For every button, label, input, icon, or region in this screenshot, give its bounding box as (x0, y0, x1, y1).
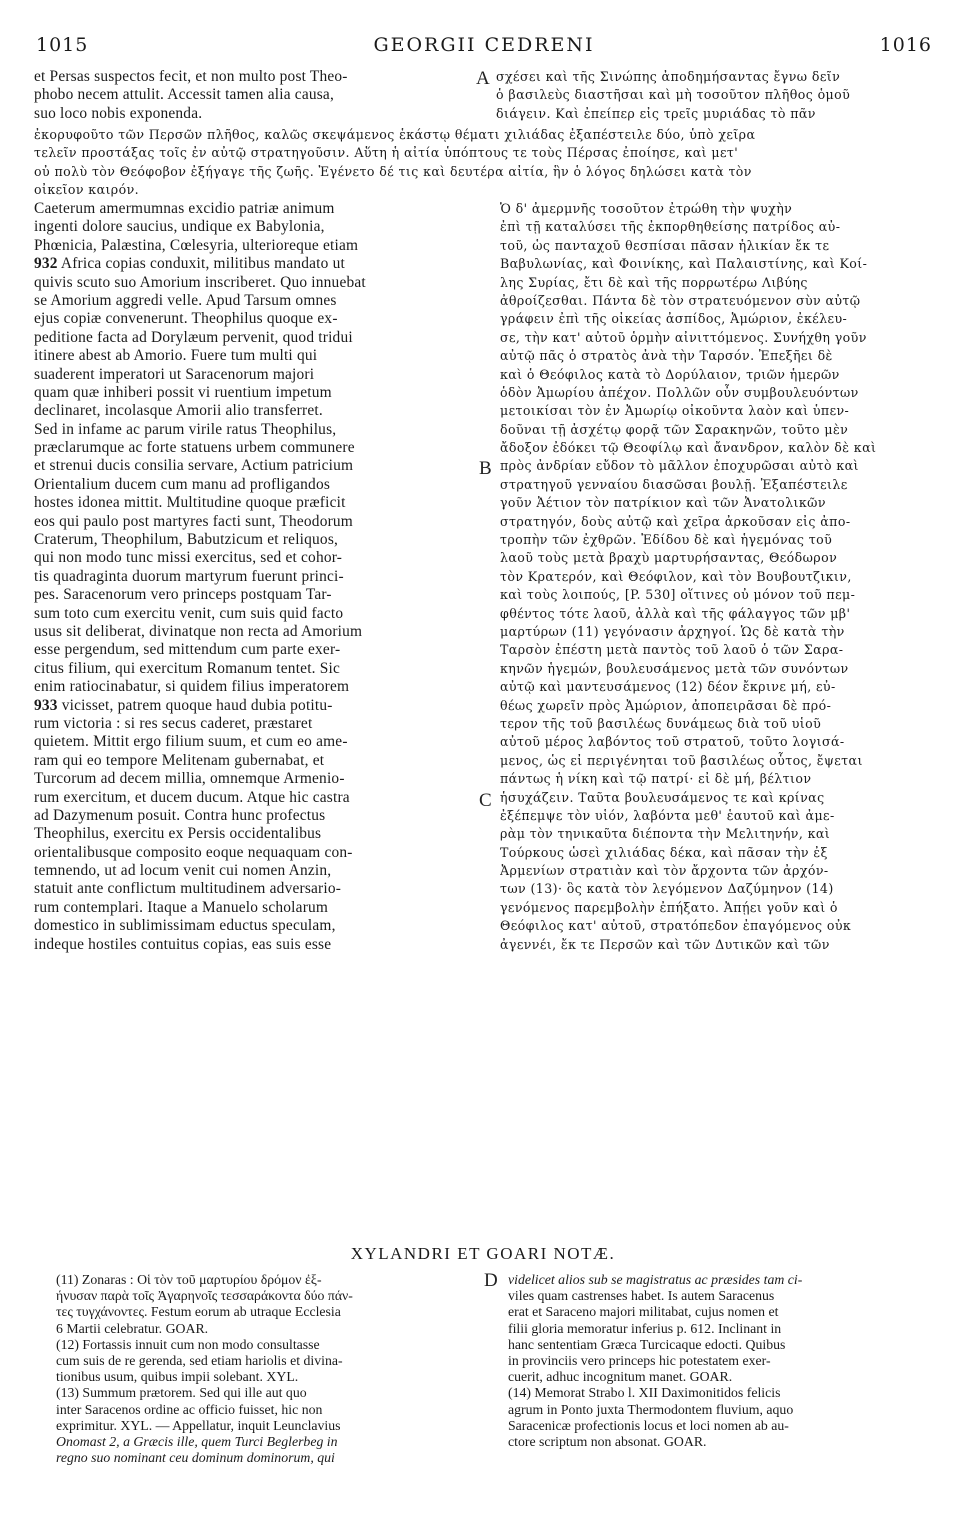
text-line: esse pergendum, sed mittendum cum parte exer- (34, 641, 341, 659)
text-line: στρατηγόν, δοὺς αὐτῷ καὶ χεῖρα ἀρκοῦσαν εἰς ἀπο- (500, 513, 851, 529)
notes-right-column (508, 1272, 934, 1450)
text-line: ἡσυχάζειν. Ταῦτα βουλευσάμενος τε καὶ κρίνας (500, 789, 825, 805)
text-line: Caeterum amermumnas excidio patriæ animum (34, 200, 335, 217)
text-line: tis quadraginta duorum martyrum fuerunt princi- (34, 567, 344, 585)
text-line: ἐκορυφοῦτο τῶν Περσῶν πλῆθος, καλῶς σκεψάμενος ἑκάστῳ θέματι χιλιάδας ἐξαπέστειλε δύο, ὑπὸ χεῖρα (34, 127, 756, 142)
text-line: καὶ τοὺς λοιπούς, [P. 530] οἵτινες οὐ μόνον τοῦ πεμ- (500, 587, 856, 603)
note-line: inter Saracenos ordine ac officio fuisset, hic non (56, 1401, 323, 1417)
page-number-933: 933 (34, 696, 58, 714)
text-line: τελεῖν προστάξας τοῖς ἐν αὐτῷ στρατηγοῦσιν. Αὕτη ἡ αἰτία ὑπόπτους τε τοὺς Πέρσας ἐποίησε, καὶ μετ' (34, 145, 739, 161)
text-line: præclarumque ac forte statuens urbem communere (34, 439, 355, 457)
text-line: domestico in sublimissimam eductus speculam, (34, 917, 336, 935)
text-line: αὐτῷ πᾶς ὁ στρατὸς ἀνὰ τὴν Ταρσόν. Ἐπεξῆει δὲ (500, 348, 833, 364)
note-line: erat et Saraceno majori militabat, cujus nomen et (508, 1304, 779, 1320)
text-line: indeque hostiles contuitus copias, eas suis esse (34, 935, 332, 953)
note-line: cuerit, adhuc incognitum manet. GOAR. (508, 1369, 733, 1385)
text-line: διάγειν. Καὶ ἐπείπερ εἰς τρεῖς μυριάδας τὸ πᾶν (496, 105, 816, 121)
text-line: τερον τῆς τοῦ βασιλέως δυνάμεως διὰ τοῦ υἱοῦ (500, 715, 822, 731)
text-line: itinere abest ab Amorio. Fuere tum multi qui (34, 347, 318, 365)
text-line: rum contemplari. Itaque a Manuelo scholarum (34, 898, 329, 916)
text-line: Orientalium ducem cum manu ad profligandos (34, 475, 331, 493)
margin-marker-a: A (476, 68, 490, 89)
text-line: Theophilus, exercitu ex Persis occidentalibus (34, 825, 322, 843)
note-line: videlicet alios sub se magistratus ac præsides tam ci- (508, 1272, 803, 1287)
text-line: se Amorium aggredi velle. Apud Tarsum omnes (34, 291, 337, 309)
left-page-number: 1015 (36, 34, 89, 56)
note-line: viles quam castrenses habet. Is autem Saracenus (508, 1288, 775, 1304)
top-greek-full-text (34, 126, 934, 200)
note-line: (13) Summum prætorem. Sed qui ille aut quo (56, 1385, 307, 1401)
text-line: ρὰμ τὸν τηνικαῦτα διέποντα τὴν Μελιτηνήν, καὶ (500, 826, 831, 842)
text-line: λης Συρίας, ἔτι δὲ καὶ τῆς πορρωτέρω Λιβύης (500, 274, 808, 290)
text-line: αὐτῷ καὶ μαντευσάμενος (12) δέον ἔκρινε μή, εὐ- (500, 679, 836, 695)
text-line (34, 697, 474, 715)
text-line: phobo necem attulit. Accessit tamen alia causa, (34, 86, 335, 104)
running-header (36, 34, 932, 58)
text-line: Τούρκους ὡσεὶ χιλιάδας δέκα, καὶ πᾶσαν τὴν ἐξ (500, 844, 828, 860)
text-line: orientalibusque composito eoque nequaquam con- (34, 843, 353, 861)
text-line: φθέντος τότε λαοῦ, ἀλλὰ καὶ τῆς φάλαγγος τῶν μβ' (500, 605, 851, 621)
text-line: Turcorum ad decem millia, omnemque Armenio- (34, 770, 345, 788)
text-line: γοῦν Ἀέτιον τὸν πατρίκιον καὶ τῶν Ἀνατολικῶν (500, 495, 826, 511)
text-line: Sed in infame ac parum virile ratus Theophilus, (34, 420, 337, 438)
text-line: rum exercitum, et ducem ducum. Atque hic castra (34, 788, 350, 806)
note-line: 6 Martii celebratur. GOAR. (56, 1320, 209, 1336)
text-line: τὸν Κρατερόν, καὶ Θεόφιλον, καὶ τὸν Βουβουτζικιν, (500, 568, 852, 584)
text-line: suaderent imperatori ut Saracenorum majori (34, 365, 315, 383)
text-line: Θεόφιλος κατ' αὐτοῦ, στρατόπεδον ἐπαγόμενος οὐκ (500, 918, 852, 934)
text-line: γενόμενος παρεμβολὴν ἐπήξατο. Ἀπῄει γοῦν καὶ ὁ (500, 899, 838, 915)
text-line: ejus copiæ convenerunt. Theophilus quoque ex- (34, 310, 338, 328)
text-line: ἐξέπεμψε τὸν υἱόν, λαβόντα μεθ' ἑαυτοῦ καὶ ἀμε- (500, 807, 835, 823)
note-line: Saracenicæ profectionis locus et loci nomen ab au- (508, 1417, 789, 1433)
text-line: γράφειν ἐπὶ τῆς οἰκείας ἀσπίδος, Ἀμώριον, ἐκέλευ- (500, 311, 848, 327)
text-line: Ὁ δ' ἀμερμνῆς τοσοῦτον ἐτρώθη τὴν ψυχὴν (500, 201, 793, 216)
note-line: in provinciis vero princeps hic potestatem exer- (508, 1352, 771, 1368)
text-line: suo loco nobis exponenda. (34, 104, 203, 122)
text-span: vicisset, patrem quoque haud dubia potitu- (61, 696, 333, 714)
text-line: Phœnicia, Palæstina, Cœlesyria, ulterioreque etiam (34, 236, 359, 254)
text-line: rum victoria : si res secus caderet, præstaret (34, 714, 313, 732)
note-line: tionibus usum, quibus impii solebant. XYL. (56, 1369, 299, 1385)
note-line: τες τυγχάνοντες. Festum eorum ab utraque Ecclesia (56, 1304, 341, 1320)
right-page-number: 1016 (879, 34, 932, 56)
note-line: agrum in Ponto juxta Thermodontem fluvium, aquo (508, 1401, 794, 1417)
text-line: declinaret, incolasque Amorii alio transferret. (34, 402, 323, 420)
margin-marker-d: D (484, 1270, 498, 1291)
text-line: δοῦναι τῇ ἀσχέτῳ φορᾷ τῶν Σαρακηνῶν, τοῦτο μὲν (500, 421, 849, 437)
text-line: Ἀρμενίων στρατιὰν καὶ τὸν ἄρχοντα τῶν ἀρχόν- (500, 863, 829, 879)
text-line: ἄδοξον ἐδόκει τῷ Θεοφίλῳ καὶ ἄνανδρον, καλὸν δὲ καὶ (500, 440, 877, 456)
notes-title: XYLANDRI ET GOARI NOTÆ. (350, 1244, 616, 1263)
text-line: οἰκεῖον καιρόν. (34, 182, 140, 198)
margin-marker-b: B (479, 458, 492, 479)
text-span: Africa copias conduxit, militibus mandato ut (60, 255, 345, 273)
greek-column (500, 200, 936, 954)
text-line: ingenti dolore saucius, undique ex Babylonia, (34, 218, 325, 236)
top-latin-text (34, 68, 474, 123)
text-line: Βαβυλωνίας, καὶ Φοινίκης, καὶ Παλαιστίνης, καὶ Κοί- (500, 256, 868, 272)
text-line: τοῦ, ὡς πανταχοῦ θεσπίσαι πᾶσαν ἡλικίαν ἔκ τε (500, 237, 830, 253)
text-line: μετοικίσαι τὸν ἐν Ἀμωρίῳ οἰκοῦντα λαὸν καὶ ὑπεν- (500, 403, 850, 419)
text-line: στρατηγοῦ γενναίου διασῶσαι βουλῇ. Ἐξαπέστειλε (500, 476, 848, 492)
text-line: hostes idonea mittit. Multitudine quoque præficit (34, 494, 346, 512)
text-line: ἐπὶ τῇ καταλύσει τῆς ἐκπορθηθείσης πατρίδος αὐ- (500, 219, 841, 235)
text-line: Ταρσὸν ἐπέστη μετὰ παντὸς τοῦ λαοῦ ὁ τῶν Σαρα- (500, 642, 844, 658)
text-line: μενος, ὡς εἰ περιγένηται τοῦ βασιλέως οὗτος, ἔψεται (500, 752, 863, 768)
text-line: temnendo, ut ad locum venit cui nomen Anzin, (34, 862, 332, 880)
margin-marker-c: C (479, 790, 492, 811)
text-line: Craterum, Theophilum, Babutzicum et reliquos, (34, 531, 339, 549)
text-line: citus filium, qui exercitum Romanum tentet. Sic (34, 659, 341, 677)
text-line: ὁ βασιλεὺς διαστῆσαι καὶ μὴ τοσοῦτον πλῆθος ὁμοῦ (496, 87, 851, 103)
top-greek-right-text (496, 68, 936, 123)
text-line: et Persas suspectos fecit, et non multo post Theo- (34, 68, 348, 85)
note-line: (14) Memorat Strabo l. XII Daximonitidos felicis (508, 1385, 781, 1401)
text-line: ὁδὸν Ἀμωρίου ἀπέχον. Πολλῶν οὖν συμβουλευόντων (500, 384, 859, 400)
text-line: σε, τὴν κατ' αὐτοῦ ὁρμὴν αἰνιττόμενος. Συνήχθη γοῦν (500, 329, 867, 345)
note-line: hanc sententiam Græca Turcicaque edocti. Quibus (508, 1336, 786, 1352)
text-line: θέως χωρεῖν πρὸς Ἀμώριον, ἀποπειρᾶσαι δὲ πρό- (500, 697, 832, 713)
text-line: ἀγεννέι, ἔκ τε Περσῶν καὶ τῶν Δυτικῶν καὶ τῶν (500, 936, 830, 952)
text-line: λαοῦ τοὺς μετὰ βραχὺ μαρτυρήσαντας, Θεόδωρον (500, 550, 838, 566)
text-line: et strenui ducis consilia servare, Actium patricium (34, 457, 354, 475)
note-line: Onomast 2, a Græcis ille, quem Turci Beglerbeg in (56, 1433, 338, 1449)
note-line: filii gloria memoratur inferius p. 612. Inclinant in (508, 1320, 782, 1336)
note-line: regno suo nominant ceu dominum dominorum, qui (56, 1450, 335, 1466)
note-line: (11) Zonaras : Οἱ τὸν τοῦ μαρτυρίου δρόμον ἐξ- (56, 1272, 322, 1287)
text-line: πάντως ἡ νίκη καὶ τῷ πατρί· εἰ δὲ μή, βέλτιον (500, 771, 812, 787)
text-line: ram qui eo tempore Melitenam gubernabat, et (34, 751, 325, 769)
text-line: sum toto cum exercitu venit, cum suis quid facto (34, 604, 344, 622)
text-line: ad Dazymenum posuit. Contra hunc profectus (34, 806, 326, 824)
running-title: GEORGII CEDRENI (373, 34, 595, 56)
text-line: quam quæ inhiberi possit vi ruentium impetum (34, 383, 332, 401)
text-line: peditione facta ad Dorylæum pervenit, quod tridui (34, 328, 353, 346)
text-line: statuit ante conflictum multitudinem adversario- (34, 880, 342, 898)
text-line: κηνῶν ἡγεμών, βουλευσάμενος μετὰ τῶν συνόντων (500, 660, 849, 676)
text-line: μαρτύρων (11) γεγόνασιν ἀρχηγοί. Ὡς δὲ κατὰ τὴν (500, 623, 845, 639)
note-line: exprimitur. XYL. — Appellatur, inquit Leunclavius (56, 1417, 341, 1433)
text-line: καὶ ὁ Θεόφιλος κατὰ τὸ Δορύλαιον, τριῶν ἡμερῶν (500, 366, 840, 382)
text-line: αὐτοῦ μέρος λαβόντος τοῦ στρατοῦ, τοῦτο λογισά- (500, 734, 845, 750)
text-line: enim ratiocinabatur, si quidem filius imperatorem (34, 678, 350, 696)
note-line: ctore scriptum non absonat. GOAR. (508, 1433, 707, 1449)
page-number-932: 932 (34, 255, 58, 273)
note-line: (12) Fortassis innuit cum non modo consultasse (56, 1336, 320, 1352)
text-line: quietem. Mittit ergo filium suum, et cum eo ame- (34, 733, 348, 751)
text-line: usus sit deliberat, divinatque non recta ad Amorium (34, 622, 363, 640)
text-line: τροπὴν τῶν ἐχθρῶν. Ἐδίδου δὲ καὶ ἡγεμόνας τοῦ (500, 532, 833, 548)
text-line: ἀθροίζεσθαι. Πάντα δὲ τὸν στρατευόμενον σὺν αὐτῷ (500, 292, 861, 308)
text-line: των (13)· ὃς κατὰ τὸν λεγόμενον Δαζύμηνον (14) (500, 881, 834, 897)
note-line: cum suis de re gerenda, sed etiam hariolis et divina- (56, 1352, 343, 1368)
text-line: eos qui paulo post martyres facti sunt, Theodorum (34, 512, 353, 530)
text-line: οὐ πολὺ τὸν Θεόφοβον ἐξήγαγε τῆς ζωῆς. Ἐγένετο δέ τις καὶ δευτέρα αἰτία, ἣν ὁ λόγος δηλώσει κατὰ τὸν (34, 163, 752, 179)
text-line: qui non modo tunc missi exercitus, sed et cohor- (34, 549, 343, 567)
text-line: πρὸς ἀνδρίαν εὔδον τὸ μᾶλλον ἐποχυρῶσαι αὐτὸ καὶ (500, 458, 859, 474)
text-line: quivis scuto suo Amorium inscriberet. Quo innuebat (34, 273, 366, 291)
text-line (34, 255, 474, 273)
latin-column (34, 200, 474, 954)
notes-left-column (56, 1272, 476, 1466)
text-line: σχέσει καὶ τῆς Σινώπης ἀποδημήσαντας ἔγνω δεῖν (496, 69, 841, 84)
text-line: pes. Saracenorum vero princeps postquam Tar- (34, 586, 332, 604)
note-line: ήνυσαν παρὰ τοῖς Ἀγαρηνοῖς τεσσαράκοντα δύο πάν- (56, 1288, 353, 1304)
